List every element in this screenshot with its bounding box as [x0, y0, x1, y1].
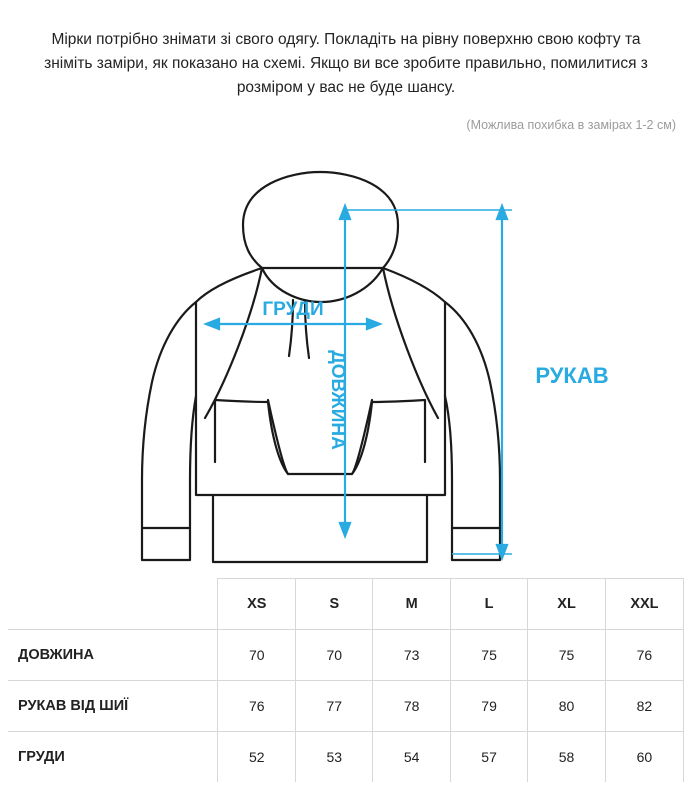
table-row	[8, 732, 684, 783]
cell-length-l: 75	[450, 630, 527, 681]
cell-chest-xs: 52	[218, 732, 296, 783]
cell-length-xs: 70	[218, 630, 296, 681]
cell-length-xxl: 76	[605, 630, 683, 681]
column-header-l: L	[450, 579, 527, 630]
column-header-xs: XS	[218, 579, 296, 630]
cell-sleeve-xs: 76	[218, 681, 296, 732]
column-header-m: M	[373, 579, 450, 630]
row-label-length: ДОВЖИНА	[8, 630, 218, 681]
size-table-body	[8, 630, 684, 783]
cell-sleeve-s: 77	[296, 681, 373, 732]
table-corner-cell	[8, 579, 218, 630]
cell-length-s: 70	[296, 630, 373, 681]
cell-sleeve-xl: 80	[528, 681, 606, 732]
cell-sleeve-m: 78	[373, 681, 450, 732]
cell-chest-xl: 58	[528, 732, 606, 783]
column-header-s: S	[296, 579, 373, 630]
sleeve-label: РУКАВ	[535, 363, 609, 388]
tolerance-note: (Можлива похибка в замірах 1-2 см)	[466, 118, 676, 132]
cell-sleeve-l: 79	[450, 681, 527, 732]
column-header-xxl: XXL	[605, 579, 683, 630]
table-row	[8, 681, 684, 732]
cell-sleeve-xxl: 82	[605, 681, 683, 732]
length-label: ДОВЖИНА	[327, 350, 348, 450]
cell-chest-l: 57	[450, 732, 527, 783]
column-header-xl: XL	[528, 579, 606, 630]
size-table	[8, 578, 684, 782]
cell-length-m: 73	[373, 630, 450, 681]
row-label-chest: ГРУДИ	[8, 732, 218, 783]
table-row	[8, 630, 684, 681]
size-table-head	[8, 579, 684, 630]
row-label-sleeve: РУКАВ ВІД ШИЇ	[8, 681, 218, 732]
cell-chest-s: 53	[296, 732, 373, 783]
instructions-text: Мірки потрібно знімати зі свого одягу. Покладіть на рівну поверхню свою кофту та зніміть заміри, як показано на схемі. Якщо ви все зробите правильно, помилитися з розміром у вас не буде шансу.	[44, 31, 648, 97]
chest-label: ГРУДИ	[262, 299, 324, 320]
cell-chest-xxl: 60	[605, 732, 683, 783]
cell-length-xl: 75	[528, 630, 606, 681]
hoodie-measurement-diagram	[0, 150, 692, 570]
table-header-row	[8, 579, 684, 630]
cell-chest-m: 54	[373, 732, 450, 783]
